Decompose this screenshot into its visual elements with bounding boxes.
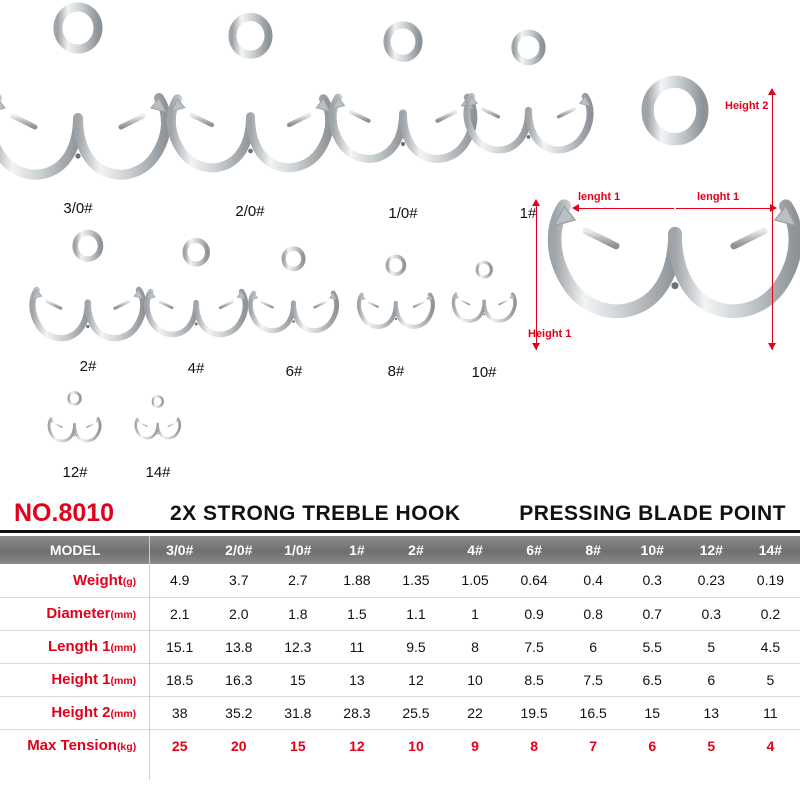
- table-divider: [149, 536, 150, 780]
- spec-table-head: [0, 536, 800, 564]
- table-col-8: 8#: [564, 536, 623, 564]
- cell-value: 5.5: [623, 630, 682, 663]
- cell-value: 1.05: [446, 564, 505, 597]
- cell-value: 19.5: [505, 696, 564, 729]
- cell-value: 4.9: [150, 564, 209, 597]
- table-col-6: 6#: [505, 536, 564, 564]
- cell-value: 1.1: [386, 597, 445, 630]
- product-title-group: [170, 502, 800, 526]
- hook-label: 2/0#: [235, 203, 265, 220]
- length1-left-arrow: [572, 204, 579, 212]
- cell-value: 1.35: [386, 564, 445, 597]
- cell-value: 4: [766, 737, 775, 754]
- title-bar: [0, 497, 800, 533]
- product-name: 2X STRONG TREBLE HOOK: [170, 501, 461, 525]
- cell-value: 6: [564, 630, 623, 663]
- hook-label: 1#: [519, 205, 537, 222]
- length1-right-line: [676, 208, 774, 209]
- cell-value: 16.3: [209, 663, 268, 696]
- cell-value: 15.1: [150, 630, 209, 663]
- hook-label: 8#: [387, 363, 405, 380]
- cell-value: 0.4: [564, 564, 623, 597]
- cell-value: 20: [230, 737, 247, 754]
- cell-value: 8: [530, 737, 538, 754]
- cell-value: 38: [150, 696, 209, 729]
- cell-value: 13: [682, 696, 741, 729]
- cell-value: 13.8: [209, 630, 268, 663]
- cell-value: 7: [589, 737, 598, 754]
- hook-image-6: [247, 248, 340, 353]
- cell-value: 11: [741, 696, 800, 729]
- hook-image-4: [143, 240, 249, 360]
- cell-value: 0.3: [682, 597, 741, 630]
- cell-value: 1.88: [327, 564, 386, 597]
- cell-value: 1.8: [268, 597, 327, 630]
- cell-value: 9: [471, 737, 479, 754]
- table-header-row: [0, 536, 800, 564]
- hook-label: 14#: [145, 464, 171, 481]
- table-col-model: MODEL: [0, 536, 150, 564]
- cell-value: 0.7: [623, 597, 682, 630]
- cell-value: 22: [446, 696, 505, 729]
- cell-value: 12: [386, 663, 445, 696]
- table-row: [0, 663, 800, 696]
- cell-value: 0.3: [623, 564, 682, 597]
- cell-value: 2.0: [209, 597, 268, 630]
- table-col-1-0: 1/0#: [268, 536, 327, 564]
- table-col-1: 1#: [327, 536, 386, 564]
- height1-arrow-up: [532, 199, 540, 206]
- cell-value: 7.5: [505, 630, 564, 663]
- height1-arrow-down: [532, 343, 540, 350]
- cell-value: 1.5: [327, 597, 386, 630]
- cell-value: 1: [446, 597, 505, 630]
- cell-value: 0.19: [741, 564, 800, 597]
- hook-image-2: [28, 232, 148, 367]
- height1-label: Height 1: [528, 328, 572, 340]
- hook-image-12: [47, 392, 102, 454]
- spec-table-body: [0, 564, 800, 762]
- hook-label: 6#: [285, 363, 303, 380]
- cell-value: 2.1: [150, 597, 209, 630]
- height2-label: Height 2: [725, 100, 769, 112]
- row-label-weight: Weight(g): [0, 564, 150, 597]
- cell-value: 6: [682, 663, 741, 696]
- hook-image-8: [356, 256, 436, 346]
- hook-image-2-0: [165, 16, 336, 210]
- row-label-height-1: Height 1(mm): [0, 663, 150, 696]
- length1-right-arrow: [770, 204, 777, 212]
- cell-value: 3.7: [209, 564, 268, 597]
- product-feature: PRESSING BLADE POINT: [519, 501, 786, 525]
- cell-value: 10: [408, 737, 424, 754]
- cell-value: 35.2: [209, 696, 268, 729]
- length1-left-label: lenght 1: [578, 191, 621, 203]
- cell-value: 5: [741, 663, 800, 696]
- cell-value: 0.2: [741, 597, 800, 630]
- spec-table: [0, 536, 800, 762]
- cell-value: 2.7: [268, 564, 327, 597]
- spec-table-wrapper: [0, 536, 800, 762]
- height2-arrow-down: [768, 343, 776, 350]
- hook-label: 10#: [471, 364, 497, 381]
- row-label-diameter: Diameter(mm): [0, 597, 150, 630]
- table-col-14: 14#: [741, 536, 800, 564]
- cell-value: 8.5: [505, 663, 564, 696]
- cell-value: 16.5: [564, 696, 623, 729]
- cell-value: 5: [682, 630, 741, 663]
- cell-value: 6: [648, 737, 657, 754]
- table-col-4: 4#: [446, 536, 505, 564]
- table-row: [0, 696, 800, 729]
- row-label-length-1: Length 1(mm): [0, 630, 150, 663]
- hook-label: 4#: [187, 360, 205, 377]
- table-col-2: 2#: [386, 536, 445, 564]
- table-col-3-0: 3/0#: [150, 536, 209, 564]
- cell-value: 0.23: [682, 564, 741, 597]
- cell-value: 15: [268, 663, 327, 696]
- cell-value: 8: [446, 630, 505, 663]
- table-row: [0, 729, 800, 762]
- hook-label: 12#: [62, 464, 88, 481]
- table-row: [0, 597, 800, 630]
- length1-left-line: [576, 208, 674, 209]
- hook-image-10: [451, 262, 518, 337]
- cell-value: 12: [349, 737, 365, 754]
- cell-value: 0.9: [505, 597, 564, 630]
- cell-value: 5: [707, 737, 716, 754]
- cell-value: 25: [171, 737, 188, 754]
- height2-measure-line: [772, 95, 773, 350]
- cell-value: 31.8: [268, 696, 327, 729]
- hook-label: 3/0#: [63, 200, 93, 217]
- height2-arrow-up arrow-u: [768, 88, 776, 95]
- cell-value: 10: [446, 663, 505, 696]
- cell-value: 15: [623, 696, 682, 729]
- table-col-12: 12#: [682, 536, 741, 564]
- hook-label: 1/0#: [388, 205, 418, 222]
- length1-right-label: lenght 1: [697, 191, 740, 203]
- cell-value: 18.5: [150, 663, 209, 696]
- cell-value: 15: [290, 737, 306, 754]
- table-row: [0, 630, 800, 663]
- hook-image-14: [134, 396, 182, 450]
- cell-value: 0.64: [505, 564, 564, 597]
- hook-image-3-0: [0, 6, 173, 221]
- product-code: NO.8010: [14, 499, 115, 527]
- cell-value: 0.8: [564, 597, 623, 630]
- cell-value: 4.5: [741, 630, 800, 663]
- hook-image-large: [545, 80, 800, 375]
- hook-label: 2#: [79, 358, 97, 375]
- cell-value: 25.5: [386, 696, 445, 729]
- table-col-2-0: 2/0#: [209, 536, 268, 564]
- cell-value: 6.5: [623, 663, 682, 696]
- row-label-height-2: Height 2(mm): [0, 696, 150, 729]
- cell-value: 28.3: [327, 696, 386, 729]
- row-label-max-tension: Max Tension(kg): [27, 737, 137, 755]
- cell-value: 12.3: [268, 630, 327, 663]
- cell-value: 11: [327, 630, 386, 663]
- table-row: [0, 564, 800, 597]
- cell-value: 7.5: [564, 663, 623, 696]
- table-col-10: 10#: [623, 536, 682, 564]
- cell-value: 13: [327, 663, 386, 696]
- cell-value: 9.5: [386, 630, 445, 663]
- hook-image-1-0: [327, 24, 479, 196]
